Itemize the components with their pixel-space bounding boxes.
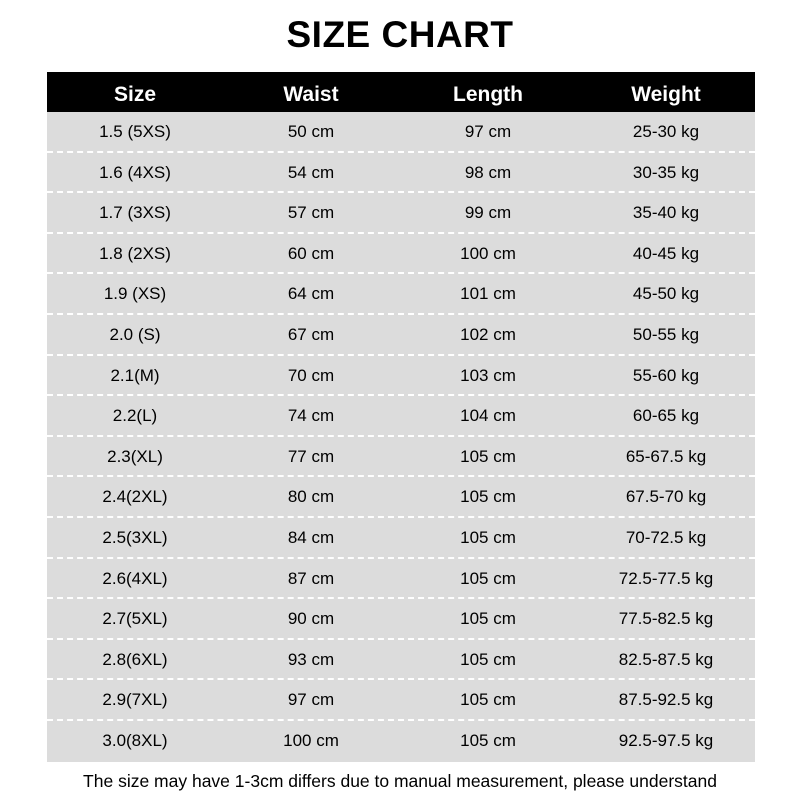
table-row xyxy=(47,599,755,640)
cell-weight: 40-45 kg xyxy=(632,243,700,263)
cell-length: 101 cm xyxy=(460,284,516,304)
cell-size: 2.1(M) xyxy=(110,365,160,385)
cell-waist: 50 cm xyxy=(287,122,335,141)
cell-weight: 60-65 kg xyxy=(632,406,700,426)
cell-waist: 57 cm xyxy=(287,203,335,223)
cell-size: 3.0(8XL) xyxy=(102,730,168,750)
table-row xyxy=(47,518,755,559)
cell-size: 1.9 (XS) xyxy=(103,284,167,304)
cell-waist: 60 cm xyxy=(287,243,335,263)
cell-length: 105 cm xyxy=(460,609,516,629)
cell-weight: 87.5-92.5 kg xyxy=(618,690,714,710)
cell-weight: 82.5-87.5 kg xyxy=(618,649,714,669)
cell-size: 1.6 (4XS) xyxy=(99,162,171,182)
cell-size: 1.5 (5XS) xyxy=(99,122,171,141)
table-row xyxy=(47,153,755,194)
cell-length: 105 cm xyxy=(460,446,516,466)
cell-waist: 54 cm xyxy=(287,162,335,182)
cell-waist: 90 cm xyxy=(287,609,335,629)
cell-length: 105 cm xyxy=(460,730,516,750)
cell-waist: 74 cm xyxy=(287,406,335,426)
column-header-length: Length xyxy=(453,83,523,106)
cell-weight: 65-67.5 kg xyxy=(625,446,707,466)
cell-weight: 92.5-97.5 kg xyxy=(618,730,714,750)
cell-waist: 84 cm xyxy=(287,527,335,547)
cell-size: 2.9(7XL) xyxy=(102,690,168,710)
cell-length: 105 cm xyxy=(460,690,516,710)
table-row xyxy=(47,193,755,234)
cell-waist: 67 cm xyxy=(287,324,335,344)
cell-weight: 70-72.5 kg xyxy=(625,527,707,547)
table-row xyxy=(47,721,755,762)
cell-size: 2.5(3XL) xyxy=(102,527,168,547)
cell-waist: 87 cm xyxy=(287,568,335,588)
table-body xyxy=(47,112,755,762)
table-row xyxy=(47,477,755,518)
column-header-weight: Weight xyxy=(631,83,701,106)
cell-length: 98 cm xyxy=(464,162,512,182)
table-row xyxy=(47,234,755,275)
cell-length: 100 cm xyxy=(460,243,516,263)
cell-weight: 35-40 kg xyxy=(632,203,700,223)
cell-weight: 45-50 kg xyxy=(632,284,700,304)
cell-length: 103 cm xyxy=(460,365,516,385)
cell-waist: 97 cm xyxy=(287,690,335,710)
cell-length: 102 cm xyxy=(460,324,516,344)
cell-size: 2.3(XL) xyxy=(107,446,163,466)
cell-weight: 72.5-77.5 kg xyxy=(618,568,714,588)
cell-size: 2.8(6XL) xyxy=(102,649,168,669)
cell-weight: 50-55 kg xyxy=(632,324,700,344)
cell-size: 2.4(2XL) xyxy=(102,487,168,507)
column-header-waist: Waist xyxy=(283,83,339,106)
cell-waist: 100 cm xyxy=(283,730,339,750)
table-row xyxy=(47,315,755,356)
table-row xyxy=(47,559,755,600)
table-header xyxy=(47,72,755,112)
cell-length: 105 cm xyxy=(460,568,516,588)
size-table xyxy=(47,72,755,762)
cell-waist: 80 cm xyxy=(287,487,335,507)
cell-size: 2.0 (S) xyxy=(109,324,161,344)
cell-size: 1.7 (3XS) xyxy=(99,203,171,223)
cell-length: 99 cm xyxy=(464,203,512,223)
table-row xyxy=(47,640,755,681)
cell-weight: 67.5-70 kg xyxy=(625,487,707,507)
measurement-note: The size may have 1-3cm differs due to manual measurement, please understand xyxy=(83,771,717,791)
cell-waist: 77 cm xyxy=(287,446,335,466)
cell-length: 105 cm xyxy=(460,527,516,547)
column-header-size: Size xyxy=(113,83,157,106)
cell-weight: 55-60 kg xyxy=(632,365,700,385)
cell-length: 97 cm xyxy=(464,122,512,141)
cell-size: 2.7(5XL) xyxy=(102,609,168,629)
cell-weight: 25-30 kg xyxy=(632,122,700,141)
cell-weight: 30-35 kg xyxy=(632,162,700,182)
cell-length: 104 cm xyxy=(460,406,516,426)
table-row xyxy=(47,112,755,153)
table-row xyxy=(47,396,755,437)
table-row xyxy=(47,356,755,397)
cell-waist: 93 cm xyxy=(287,649,335,669)
table-row xyxy=(47,680,755,721)
cell-length: 105 cm xyxy=(460,649,516,669)
cell-size: 2.2(L) xyxy=(112,406,158,426)
cell-waist: 70 cm xyxy=(287,365,335,385)
cell-length: 105 cm xyxy=(460,487,516,507)
page-title: SIZE CHART xyxy=(286,14,514,55)
cell-size: 2.6(4XL) xyxy=(102,568,168,588)
cell-weight: 77.5-82.5 kg xyxy=(618,609,714,629)
table-row xyxy=(47,274,755,315)
cell-size: 1.8 (2XS) xyxy=(99,243,171,263)
cell-waist: 64 cm xyxy=(287,284,335,304)
table-row xyxy=(47,437,755,478)
